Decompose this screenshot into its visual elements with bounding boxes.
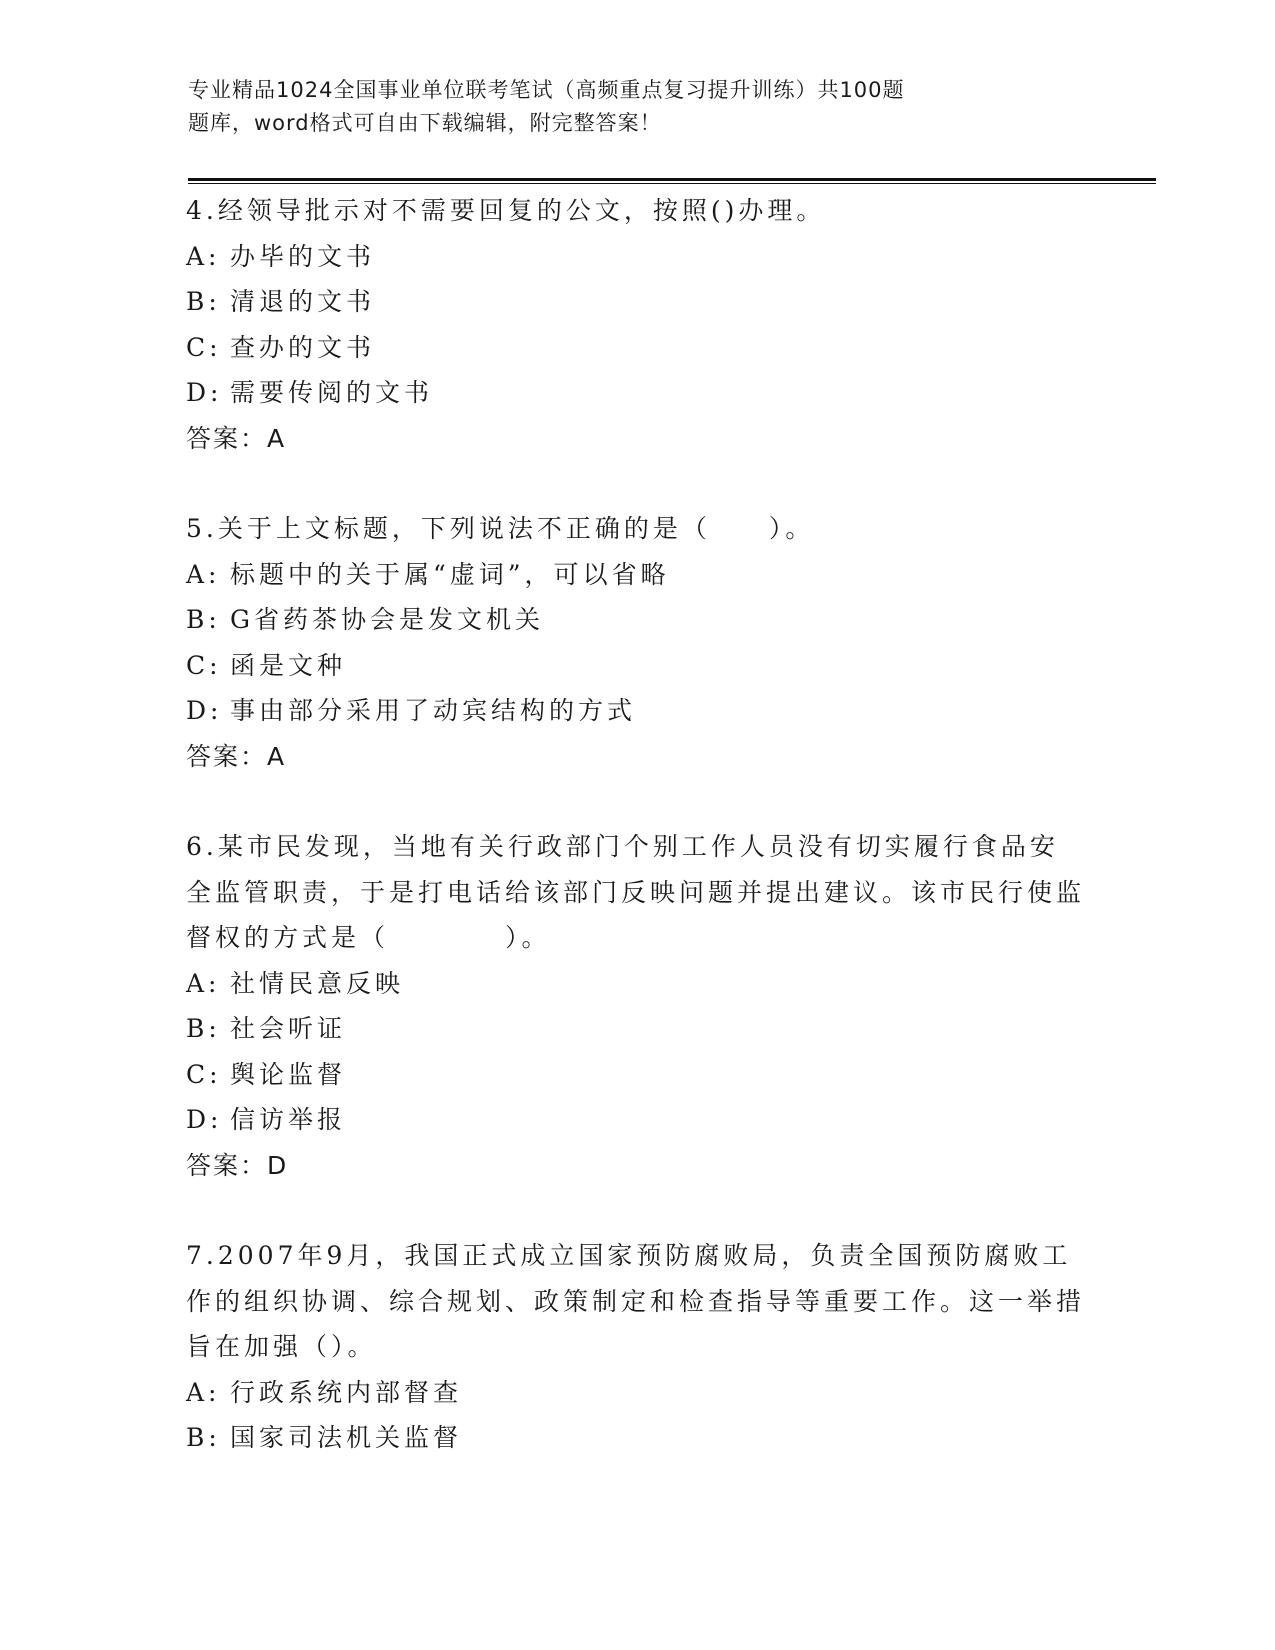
question-text: 6.某市民发现，当地有关行政部门个别工作人员没有切实履行食品安全监管职责，于是打电话给该部门反映问题并提出建议。该市民行使监督权的方式是（ ）。 bbox=[186, 832, 1086, 952]
question-4 bbox=[186, 188, 1086, 461]
option-key: D: bbox=[186, 696, 223, 725]
option-key: C: bbox=[186, 650, 222, 680]
answer-line: 答案：D bbox=[186, 1150, 289, 1180]
option-key: A: bbox=[186, 1377, 221, 1407]
option-text: 行政系统内部督查 bbox=[230, 1377, 463, 1407]
question-6 bbox=[186, 824, 1086, 1188]
answer-line: 答案：A bbox=[186, 423, 287, 453]
header-line-1: 专业精品1024全国事业单位联考笔试（高频重点复习提升训练）共100题 bbox=[188, 78, 905, 102]
question-list bbox=[186, 188, 1086, 1506]
option-key: C: bbox=[186, 332, 222, 362]
option-a bbox=[186, 234, 1086, 280]
document-header bbox=[188, 74, 1068, 140]
option-b bbox=[186, 597, 1086, 643]
option-text: 需要传阅的文书 bbox=[230, 378, 434, 407]
option-a bbox=[186, 961, 1086, 1007]
answer-line: 答案：A bbox=[186, 741, 287, 771]
option-key: B: bbox=[186, 1014, 221, 1043]
option-text: 社情民意反映 bbox=[230, 968, 405, 998]
question-7 bbox=[186, 1233, 1086, 1461]
option-key: A: bbox=[186, 968, 221, 998]
option-key: D: bbox=[186, 378, 223, 407]
header-line-2: 题库，word格式可自由下载编辑，附完整答案！ bbox=[188, 111, 662, 135]
option-text: 函是文种 bbox=[230, 650, 347, 680]
option-key: B: bbox=[186, 1423, 221, 1452]
option-key: C: bbox=[186, 1059, 222, 1089]
option-text: 信访举报 bbox=[230, 1105, 347, 1134]
question-5 bbox=[186, 506, 1086, 779]
option-d bbox=[186, 688, 1086, 734]
header-rule-thick bbox=[188, 178, 1156, 181]
option-a bbox=[186, 552, 1086, 598]
option-text: 舆论监督 bbox=[230, 1059, 347, 1089]
option-text: 办毕的文书 bbox=[230, 241, 376, 271]
option-d bbox=[186, 1097, 1086, 1143]
option-text: 查办的文书 bbox=[230, 332, 376, 362]
option-b bbox=[186, 1415, 1086, 1461]
option-text: 事由部分采用了动宾结构的方式 bbox=[230, 696, 637, 725]
option-key: A: bbox=[186, 559, 221, 589]
option-a bbox=[186, 1370, 1086, 1416]
option-text: 清退的文书 bbox=[230, 287, 376, 316]
option-text: G省药茶协会是发文机关 bbox=[230, 605, 544, 634]
option-d bbox=[186, 370, 1086, 416]
option-b bbox=[186, 1006, 1086, 1052]
option-key: D: bbox=[186, 1105, 223, 1134]
question-text: 7.2007年9月，我国正式成立国家预防腐败局，负责全国预防腐败工作的组织协调、综合规划、政策制定和检查指导等重要工作。这一举措旨在加强（）。 bbox=[186, 1241, 1086, 1361]
option-text: 社会听证 bbox=[230, 1014, 347, 1043]
option-key: B: bbox=[186, 605, 221, 634]
option-text: 标题中的关于属“虚词”，可以省略 bbox=[230, 559, 670, 589]
question-text: 5.关于上文标题，下列说法不正确的是（ ）。 bbox=[186, 514, 815, 543]
option-text: 国家司法机关监督 bbox=[230, 1423, 463, 1452]
option-key: A: bbox=[186, 241, 221, 271]
header-rule-thin bbox=[188, 183, 1156, 184]
option-c bbox=[186, 325, 1086, 371]
option-b bbox=[186, 279, 1086, 325]
option-c bbox=[186, 643, 1086, 689]
option-c bbox=[186, 1052, 1086, 1098]
option-key: B: bbox=[186, 287, 221, 316]
question-text: 4.经领导批示对不需要回复的公文，按照()办理。 bbox=[186, 196, 826, 225]
